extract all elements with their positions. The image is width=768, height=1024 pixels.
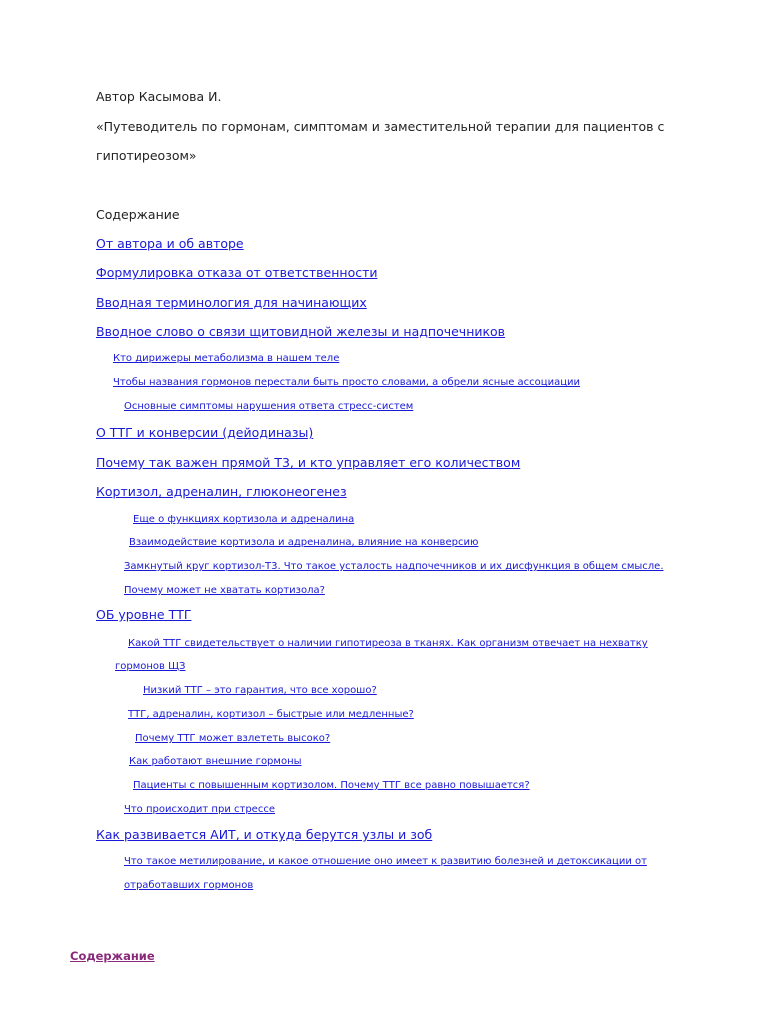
toc-link-low-tsh[interactable]: Низкий ТТГ – это гарантия, что все хорошо?: [143, 685, 377, 696]
title-line-1: «Путеводитель по гормонам, симптомам и заместительной терапии для пациентов с: [96, 119, 665, 134]
toc-link-stress-symptoms[interactable]: Основные симптомы нарушения ответа стресс-систем: [124, 401, 414, 412]
toc-link-disclaimer[interactable]: Формулировка отказа от ответственности: [96, 265, 378, 280]
title-line-2: гипотиреозом»: [96, 148, 197, 163]
toc-link-thyroid-adrenal[interactable]: Вводное слово о связи щитовидной железы и надпочечников: [96, 324, 506, 339]
toc-link-tsh-conversion[interactable]: О ТТГ и конверсии (дейодиназы): [96, 425, 314, 440]
toc-link-tsh-rise[interactable]: Почему ТТГ может взлететь высоко?: [135, 733, 331, 744]
toc-link-ait-nodes[interactable]: Как развивается АИТ, и откуда берутся узлы и зоб: [96, 827, 433, 842]
toc-link-free-t3[interactable]: Почему так важен прямой Т3, и кто управляет его количеством: [96, 455, 521, 470]
toc-link-terminology[interactable]: Вводная терминология для начинающих: [96, 295, 367, 310]
toc-link-methylation[interactable]: Что такое метилирование, и какое отношение оно имеет к развитию болезней и детоксикации от: [124, 856, 647, 867]
toc-link-fast-slow[interactable]: ТТГ, адреналин, кортизол – быстрые или медленные?: [128, 709, 414, 720]
toc-link-cortisol-deficit[interactable]: Почему может не хватать кортизола?: [124, 585, 325, 596]
toc-link-tissue-hypothyroidism[interactable]: Какой ТТГ свидетельствует о наличии гипотиреоза в тканях. Как организм отвечает на нехватку: [128, 638, 648, 649]
toc-link-tissue-hypothyroidism-cont[interactable]: гормонов ЩЗ: [115, 661, 186, 672]
toc-link-high-cortisol-patients[interactable]: Пациенты с повышенным кортизолом. Почему ТТГ все равно повышается?: [133, 780, 530, 791]
toc-link-cortisol-interaction[interactable]: Взаимодействие кортизола и адреналина, влияние на конверсию: [129, 537, 479, 548]
back-to-contents-link[interactable]: Содержание: [70, 949, 155, 963]
toc-link-stress[interactable]: Что происходит при стрессе: [124, 804, 275, 815]
toc-link-cortisol-t3-cycle[interactable]: Замкнутый круг кортизол-Т3. Что такое усталость надпочечников и их дисфункция в общем смысле.: [124, 561, 664, 572]
toc-link-tsh-level[interactable]: ОБ уровне ТТГ: [96, 607, 192, 622]
toc-link-methylation-cont[interactable]: отработавших гормонов: [124, 880, 254, 891]
toc-link-cortisol-functions[interactable]: Еще о функциях кортизола и адреналина: [133, 514, 355, 525]
toc-link-hormone-names[interactable]: Чтобы названия гормонов перестали быть просто словами, а обрели ясные ассоциации: [113, 377, 581, 388]
author-line: Автор Касымова И.: [96, 89, 222, 104]
toc-link-metabolism-conductors[interactable]: Кто дирижеры метаболизма в нашем теле: [113, 353, 340, 364]
contents-heading: Содержание: [96, 207, 180, 222]
toc-link-external-hormones[interactable]: Как работают внешние гормоны: [129, 756, 302, 767]
toc-link-from-author[interactable]: От автора и об авторе: [96, 236, 244, 251]
toc-link-cortisol-adrenaline[interactable]: Кортизол, адреналин, глюконеогенез: [96, 484, 347, 499]
